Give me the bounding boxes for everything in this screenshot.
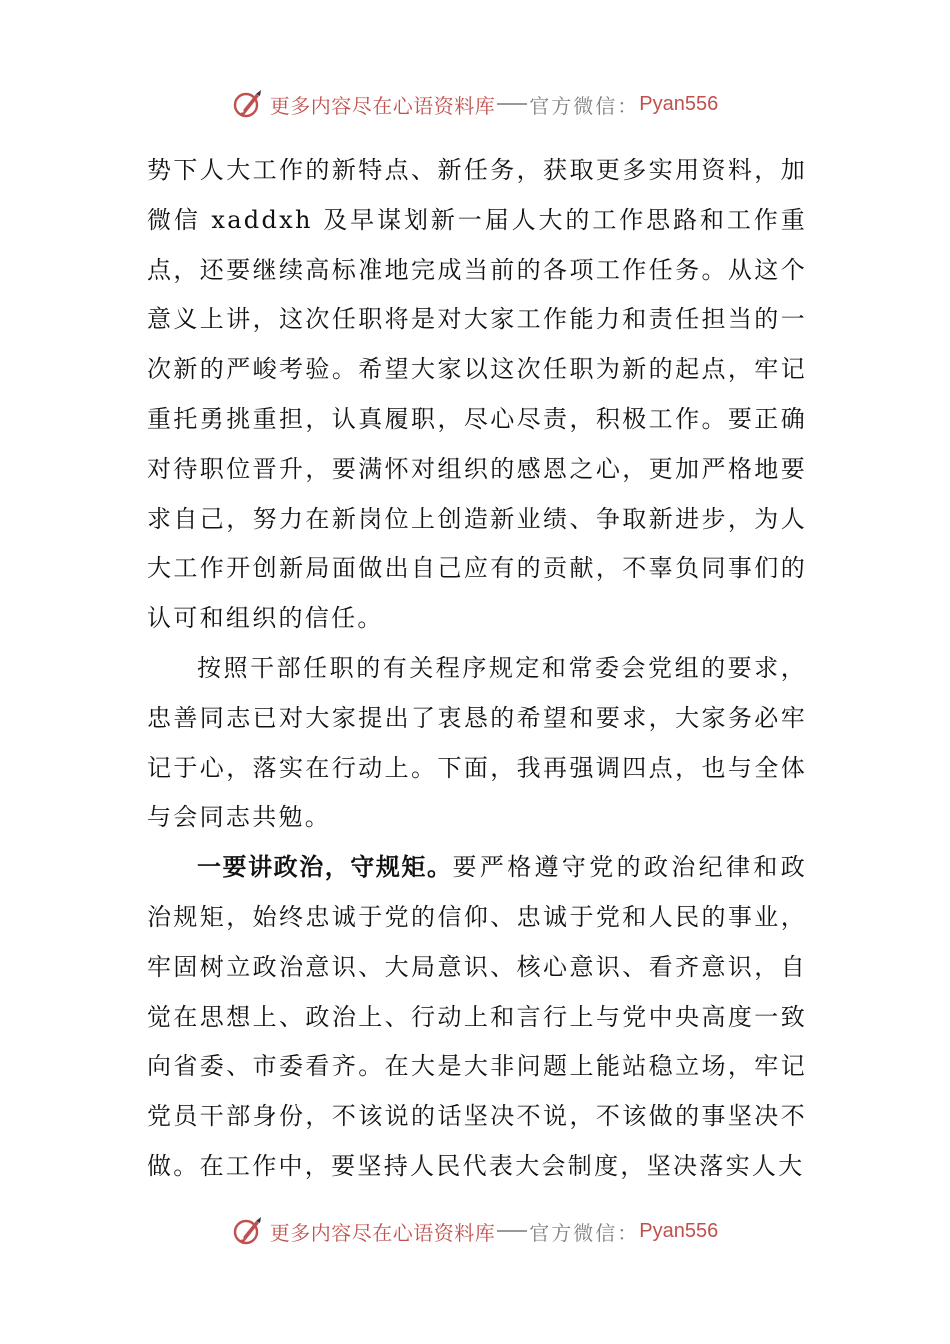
footer-watermark-banner (0, 1211, 950, 1251)
banner-dash (497, 103, 527, 105)
point-one-text: 要严格遵守党的政治纪律和政治规矩，始终忠诚于党的信仰、忠诚于党和人民的事业，牢固树立政治意识、大局意识、核心意识、看齐意识，自觉在思想上、政治上、行动上和言行上与党中央高度一致向省委、市委看齐。在大是大非问题上能站稳立场，牢记党员干部身份，不该说的话坚决不说，不该做的事坚决不做。在工作中，要坚持人民代表大会制度，坚决落实人大 (147, 853, 807, 1180)
banner-title: 更多内容尽在心语资料库 (269, 93, 496, 118)
banner-wechat-id: Pyan556 (639, 1219, 719, 1242)
paragraph-point-one (147, 843, 807, 1192)
quill-pen-circle-icon (232, 1215, 264, 1247)
banner-wechat-label: 官方微信： (529, 1220, 640, 1245)
document-body (147, 146, 807, 1192)
paragraph-continued: 势下人大工作的新特点、新任务，获取更多实用资料，加微信 xaddxh 及早谋划新一届人大的工作思路和工作重点，还要继续高标准地完成当前的各项工作任务。从这个意义上讲，这次任职将是对大家工作能力和责任担当的一次新的严峻考验。希望大家以这次任职为新的起点，牢记重托勇挑重担，认真履职，尽心尽责，积极工作。要正确对待职位晋升，要满怀对组织的感恩之心，更加严格地要求自己，努力在新岗位上创造新业绩、争取新进步，为人大工作开创新局面做出自己应有的贡献，不辜负同事们的认可和组织的信任。 (147, 156, 807, 633)
quill-pen-circle-icon (232, 88, 264, 120)
header-watermark-banner (0, 84, 950, 124)
point-one-heading: 一要讲政治，守规矩。 (197, 853, 453, 882)
paragraph-requirements: 按照干部任职的有关程序规定和常委会党组的要求，忠善同志已对大家提出了衷恳的希望和要求，大家务必牢记于心，落实在行动上。下面，我再强调四点，也与全体与会同志共勉。 (147, 653, 807, 832)
banner-dash (497, 1230, 527, 1232)
banner-wechat-id: Pyan556 (639, 92, 719, 115)
banner-title: 更多内容尽在心语资料库 (269, 1220, 496, 1245)
banner-wechat-label: 官方微信： (529, 93, 640, 118)
